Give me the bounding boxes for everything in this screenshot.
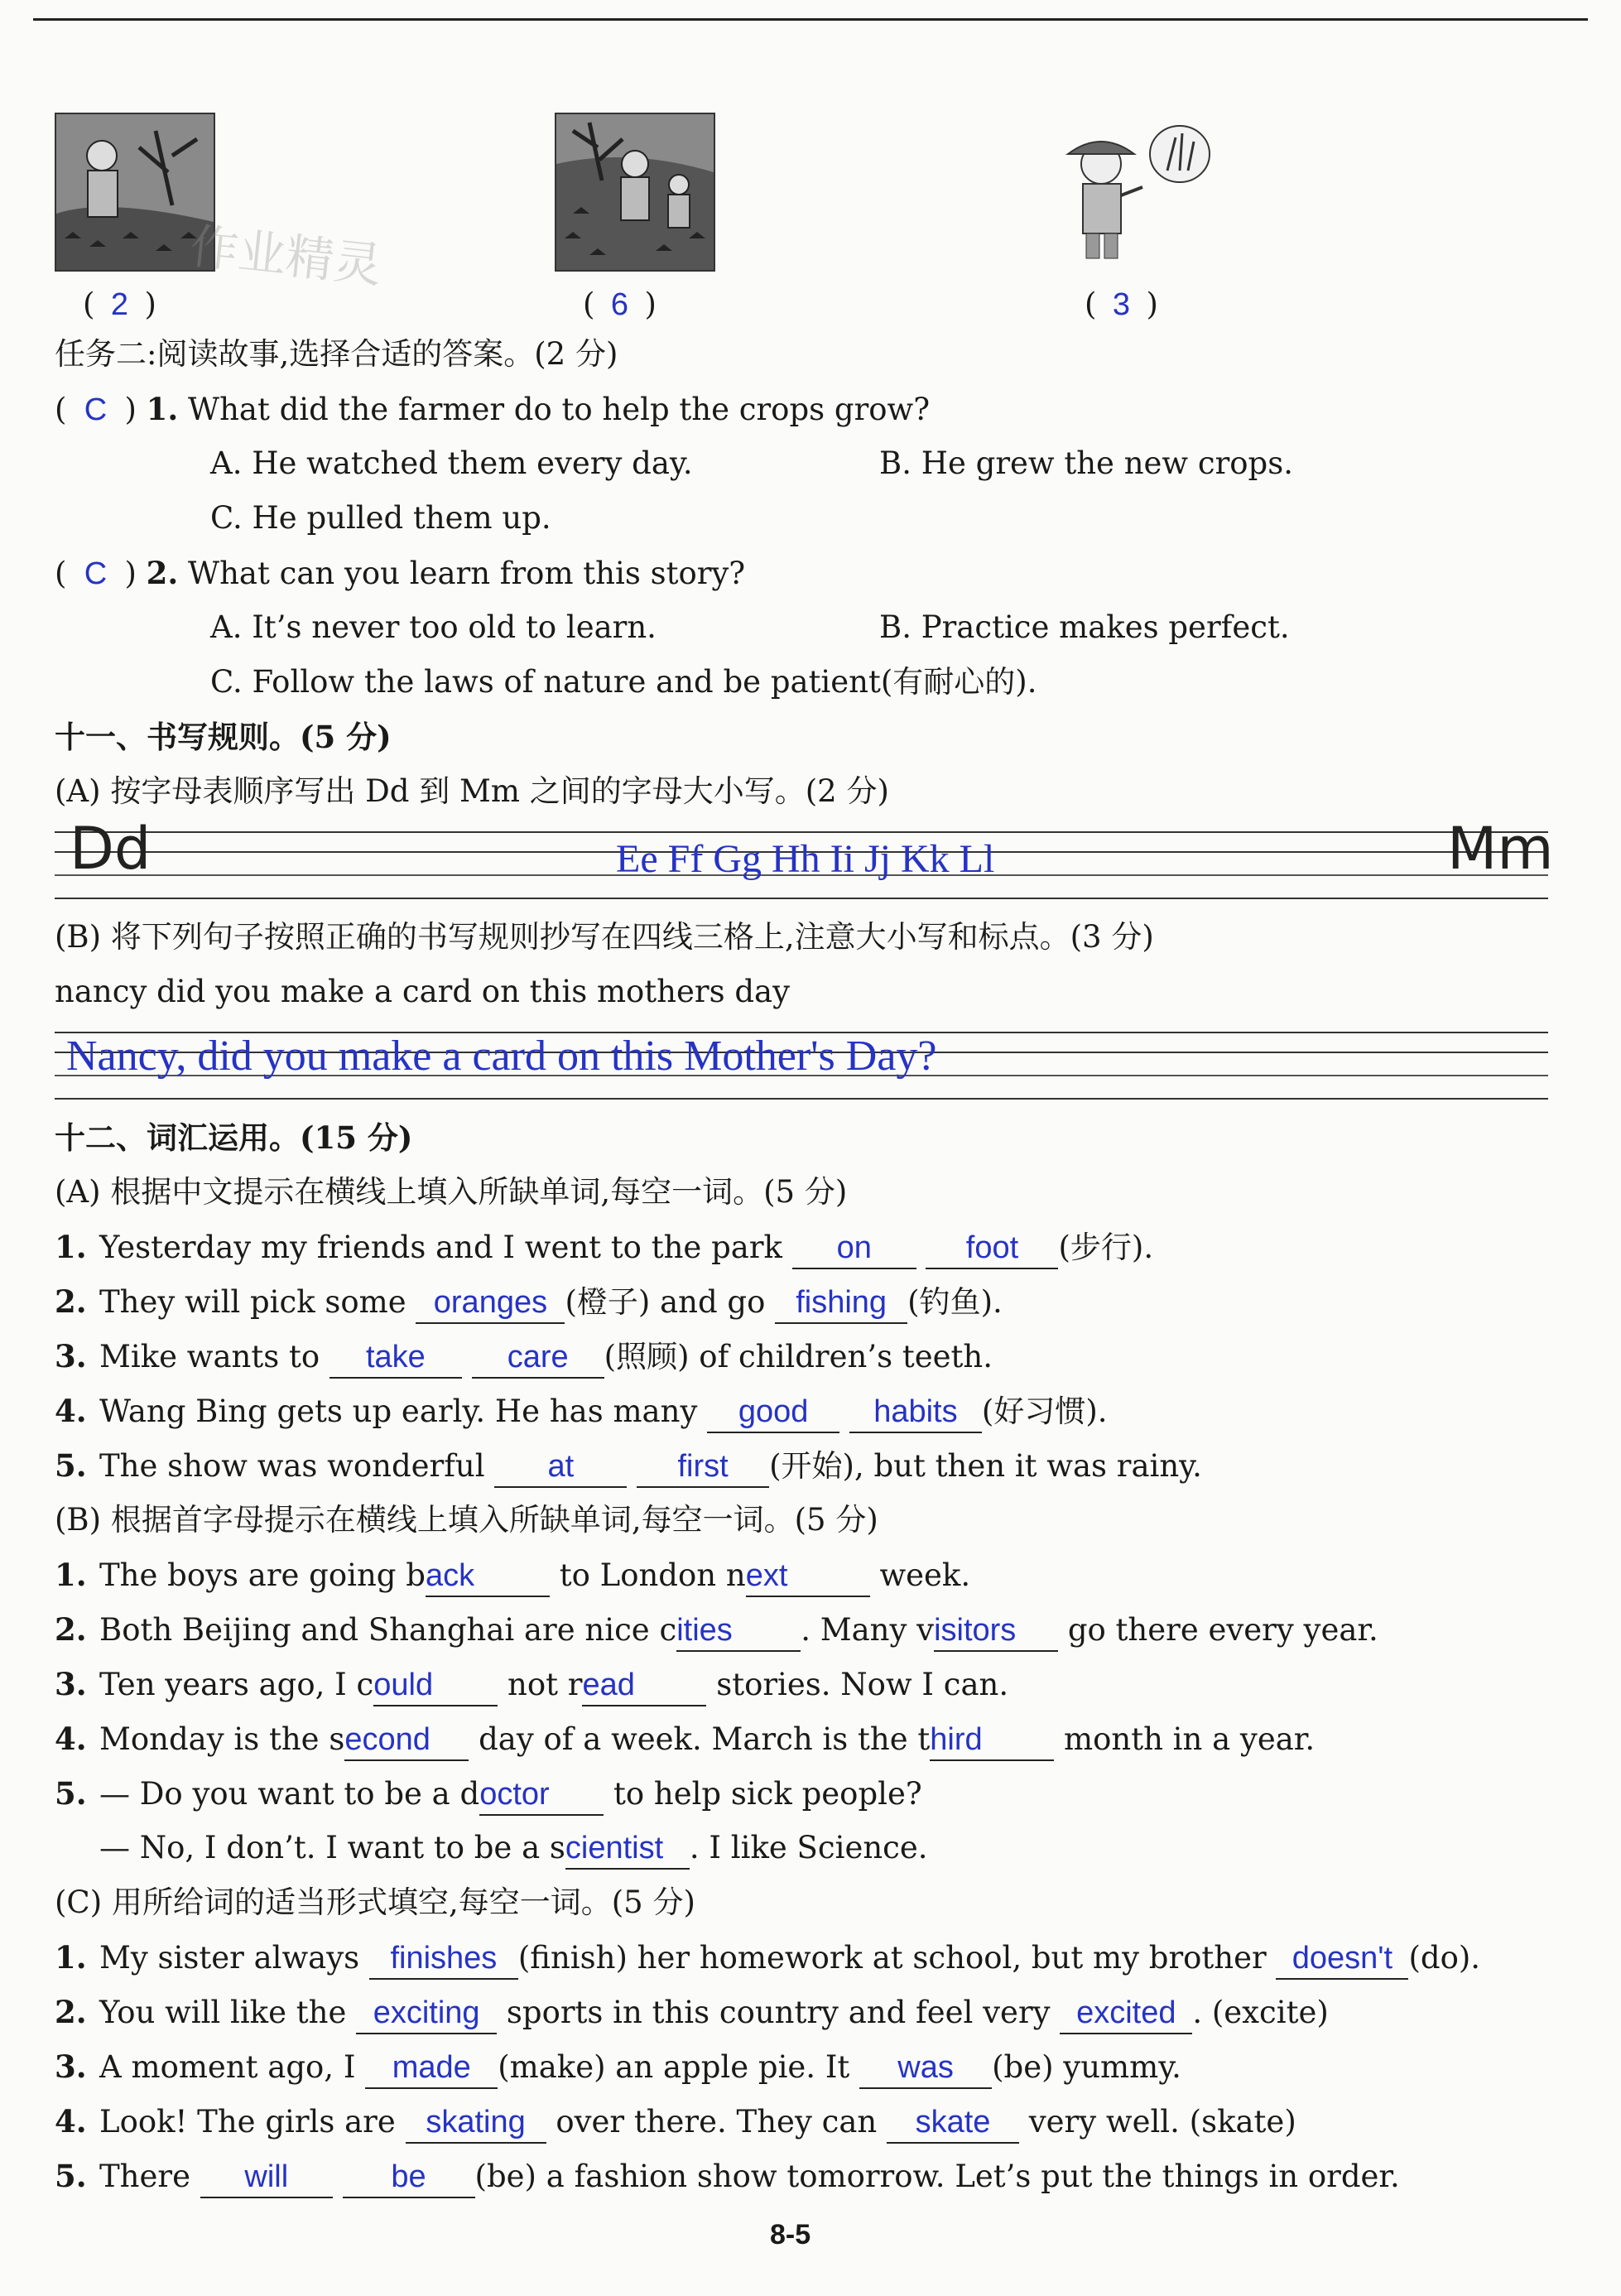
blank-input[interactable]: made [365,2051,498,2089]
given-sentence: nancy did you make a card on this mothers day [55,974,790,1009]
item-text: over there. They can [556,2104,878,2140]
blank-input[interactable]: oranges [416,1286,565,1324]
part-c-item [55,2047,1181,2089]
item-num: 5. [55,1775,87,1812]
item-num: 4. [55,1393,87,1429]
q2-text: What can you learn from this story? [188,556,746,591]
q1-num: 1. [146,391,179,427]
blank-input[interactable]: excited [1060,1996,1192,2034]
part-b-item [55,1610,1378,1652]
q1-option-a: A. He watched them every day. [210,445,693,481]
q1-option-c: C. He pulled them up. [210,500,551,536]
item-text: (do). [1408,1940,1481,1976]
blank-input[interactable]: skate [887,2106,1019,2144]
item-text: sports in this country and feel very [506,1995,1051,2030]
item-text: (make) an apple pie. It [498,2049,850,2085]
item-text: Wang Bing gets up early. He has many [99,1393,698,1429]
picture-2-answer [83,285,156,325]
part-b-item [55,1664,1008,1706]
item-text: go there every year. [1067,1612,1378,1648]
section12-part-b: (B) 根据首字母提示在横线上填入所缺单词,每空一词。(5 分) [55,1502,878,1538]
q1-answer: C [84,392,108,427]
blank-input[interactable]: take [329,1341,462,1379]
part-a-item [55,1391,1108,1433]
paren-close: ) [644,286,657,322]
picture-3-answer [1085,285,1158,325]
part-a-item [55,1227,1153,1269]
item-text: Mike wants to [99,1339,320,1374]
start-letters: Dd [70,815,152,883]
item-text: Both Beijing and Shanghai are nice [99,1612,650,1648]
blank-input[interactable]: ead [582,1668,706,1706]
item-text: not [507,1667,558,1702]
watermark: 作业精灵 [187,218,385,294]
item-text: Ten years ago, I [99,1667,347,1702]
item-hint: (橙子) and go [565,1284,766,1320]
item-text: (finish) her homework at school, but my brother [517,1940,1267,1976]
task2-q1: ( C ) 1. What did the farmer do to help the crops grow? [55,389,930,430]
top-rule [33,18,1588,21]
item-num: 2. [55,1611,87,1648]
item-text: to London [559,1557,717,1593]
item-text: stories. Now I can. [716,1667,1009,1702]
part-c-item [55,1937,1480,1980]
part-b-item-5b [99,1828,928,1870]
item-num: 1. [55,1557,87,1593]
first-letter: d [459,1776,480,1812]
first-letter: s [549,1830,565,1865]
item-hint: (好习惯). [981,1393,1108,1429]
paren-close: ) [1146,286,1158,322]
item-hint: (步行). [1058,1230,1154,1265]
item-hint: (照顾) of children’s teeth. [604,1339,993,1374]
item-num: 2. [55,1283,87,1320]
blank-input[interactable]: hird [930,1723,1054,1761]
blank-input[interactable]: care [472,1341,604,1379]
item-hint: (开始), but then it was rainy. [769,1448,1202,1484]
item-text: . Many [801,1612,907,1648]
blank-input[interactable]: econd [344,1723,469,1761]
item-text: to help sick people? [613,1776,922,1812]
item-text: The boys are going [99,1557,397,1593]
part-b-item [55,1774,922,1816]
paren-open: ( [83,286,95,322]
paren-open: ( [1085,286,1097,322]
story-picture-3 [1051,113,1217,270]
q1-text: What did the farmer do to help the crops grow? [188,392,931,427]
first-letter: v [916,1612,935,1648]
item-text: . I like Science. [689,1830,928,1865]
item-text: month in a year. [1064,1721,1316,1757]
item-num: 2. [55,1994,87,2030]
item-num: 1. [55,1229,87,1265]
blank-input[interactable]: exciting [356,1996,497,2034]
item-text: — No, I don’t. I want to be a [99,1830,541,1865]
item-num: 4. [55,2103,87,2140]
first-letter: s [329,1721,345,1757]
answer-value: 2 [110,287,128,322]
item-text: They will pick some [99,1284,406,1320]
answer-value: 3 [1112,287,1130,322]
answer-sentence: Nancy, did you make a card on this Mother's Day? [66,1032,937,1080]
item-num: 4. [55,1721,87,1757]
item-text: . (excite) [1192,1995,1329,2030]
blank-input[interactable]: isitors [934,1614,1058,1652]
item-text: A moment ago, I [99,2049,356,2085]
section12-heading: 十二、词汇运用。(15 分) [55,1119,413,1156]
item-num: 1. [55,1939,87,1976]
blank-input[interactable]: habits [849,1395,982,1433]
part-c-item [55,1992,1329,2034]
item-text: My sister always [99,1940,360,1976]
task2-q2: ( C ) 2. What can you learn from this story? [55,553,745,594]
blank-input[interactable]: octor [479,1778,604,1816]
item-num: 3. [55,2048,87,2085]
first-letter: n [725,1557,746,1593]
item-num: 3. [55,1338,87,1374]
item-text: Monday is the [99,1721,320,1757]
item-text: The show was wonderful [99,1448,485,1484]
item-text: (be) a fashion show tomorrow. Let’s put the things in order. [474,2159,1400,2194]
first-letter: c [356,1667,374,1702]
item-text: very well. (skate) [1028,2104,1296,2140]
blank-input[interactable]: foot [926,1231,1058,1269]
blank-input[interactable]: finishes [369,1942,518,1980]
item-num: 5. [55,2158,87,2194]
blank-input[interactable]: first [637,1450,769,1488]
blank-input[interactable]: will [200,2160,333,2198]
item-text: Look! The girls are [99,2104,396,2140]
item-num: 5. [55,1447,87,1484]
part-c-item [55,2156,1400,2198]
item-text: There [99,2159,190,2194]
picture-6-answer [583,285,657,325]
answer-value: 6 [610,287,628,322]
blank-input[interactable]: ities [676,1614,801,1652]
part-a-item [55,1336,993,1379]
blank-input[interactable]: fishing [775,1286,907,1324]
part-c-item [55,2101,1296,2144]
blank-input[interactable]: was [859,2051,992,2089]
page-number: 8-5 [770,2219,811,2250]
task2-heading: 任务二:阅读故事,选择合适的答案。(2 分) [55,336,618,372]
q2-answer: C [84,556,108,591]
first-letter: c [659,1612,677,1648]
item-num: 3. [55,1666,87,1702]
section11-heading: 十一、书写规则。(5 分) [55,719,392,755]
section11-part-b: (B) 将下列句子按照正确的书写规则抄写在四线三格上,注意大小写和标点。(3 分) [55,919,1154,955]
blank-input[interactable]: on [792,1231,916,1269]
end-letters: Mm [1447,815,1554,883]
item-text: — Do you want to be a [99,1776,450,1812]
blank-input[interactable]: ext [746,1559,870,1597]
blank-input[interactable]: cientist [565,1832,690,1870]
blank-input[interactable]: doesn't [1276,1942,1408,1980]
item-hint: (钓鱼). [907,1284,1003,1320]
first-letter: r [567,1667,583,1702]
part-b-item [55,1719,1315,1761]
blank-input[interactable]: at [494,1450,627,1488]
q1-option-b: B. He grew the new crops. [879,445,1293,481]
q2-option-c: C. Follow the laws of nature and be patient(有耐心的). [210,664,1037,700]
blank-input[interactable]: good [707,1395,839,1433]
section11-part-a: (A) 按字母表顺序写出 Dd 到 Mm 之间的字母大小写。(2 分) [55,773,889,809]
paren-close: ) [144,286,156,322]
first-letter: t [917,1721,931,1757]
item-text: (be) yummy. [992,2049,1181,2085]
paren-open: ( [583,286,595,322]
story-picture-6 [555,113,715,272]
item-text: day of a week. March is the [479,1721,908,1757]
first-letter: b [406,1557,426,1593]
part-a-item [55,1446,1202,1488]
blank-input[interactable]: ack [426,1559,550,1597]
q2-option-a: A. It’s never too old to learn. [210,609,657,645]
blank-input[interactable]: be [343,2160,475,2198]
q2-num: 2. [146,555,179,591]
item-text: week. [879,1557,971,1593]
section12-part-a: (A) 根据中文提示在横线上填入所缺单词,每空一词。(5 分) [55,1174,848,1210]
part-a-item [55,1282,1003,1324]
section12-part-c: (C) 用所给词的适当形式填空,每空一词。(5 分) [55,1884,695,1920]
q2-option-b: B. Practice makes perfect. [879,609,1290,645]
blank-input[interactable]: ould [373,1668,498,1706]
part-b-item [55,1555,970,1597]
item-text: You will like the [99,1995,347,2030]
answer-letters: Ee Ff Gg Hh Ii Jj Kk Ll [616,837,995,881]
item-text: Yesterday my friends and I went to the park [99,1230,782,1265]
blank-input[interactable]: skating [406,2106,546,2144]
